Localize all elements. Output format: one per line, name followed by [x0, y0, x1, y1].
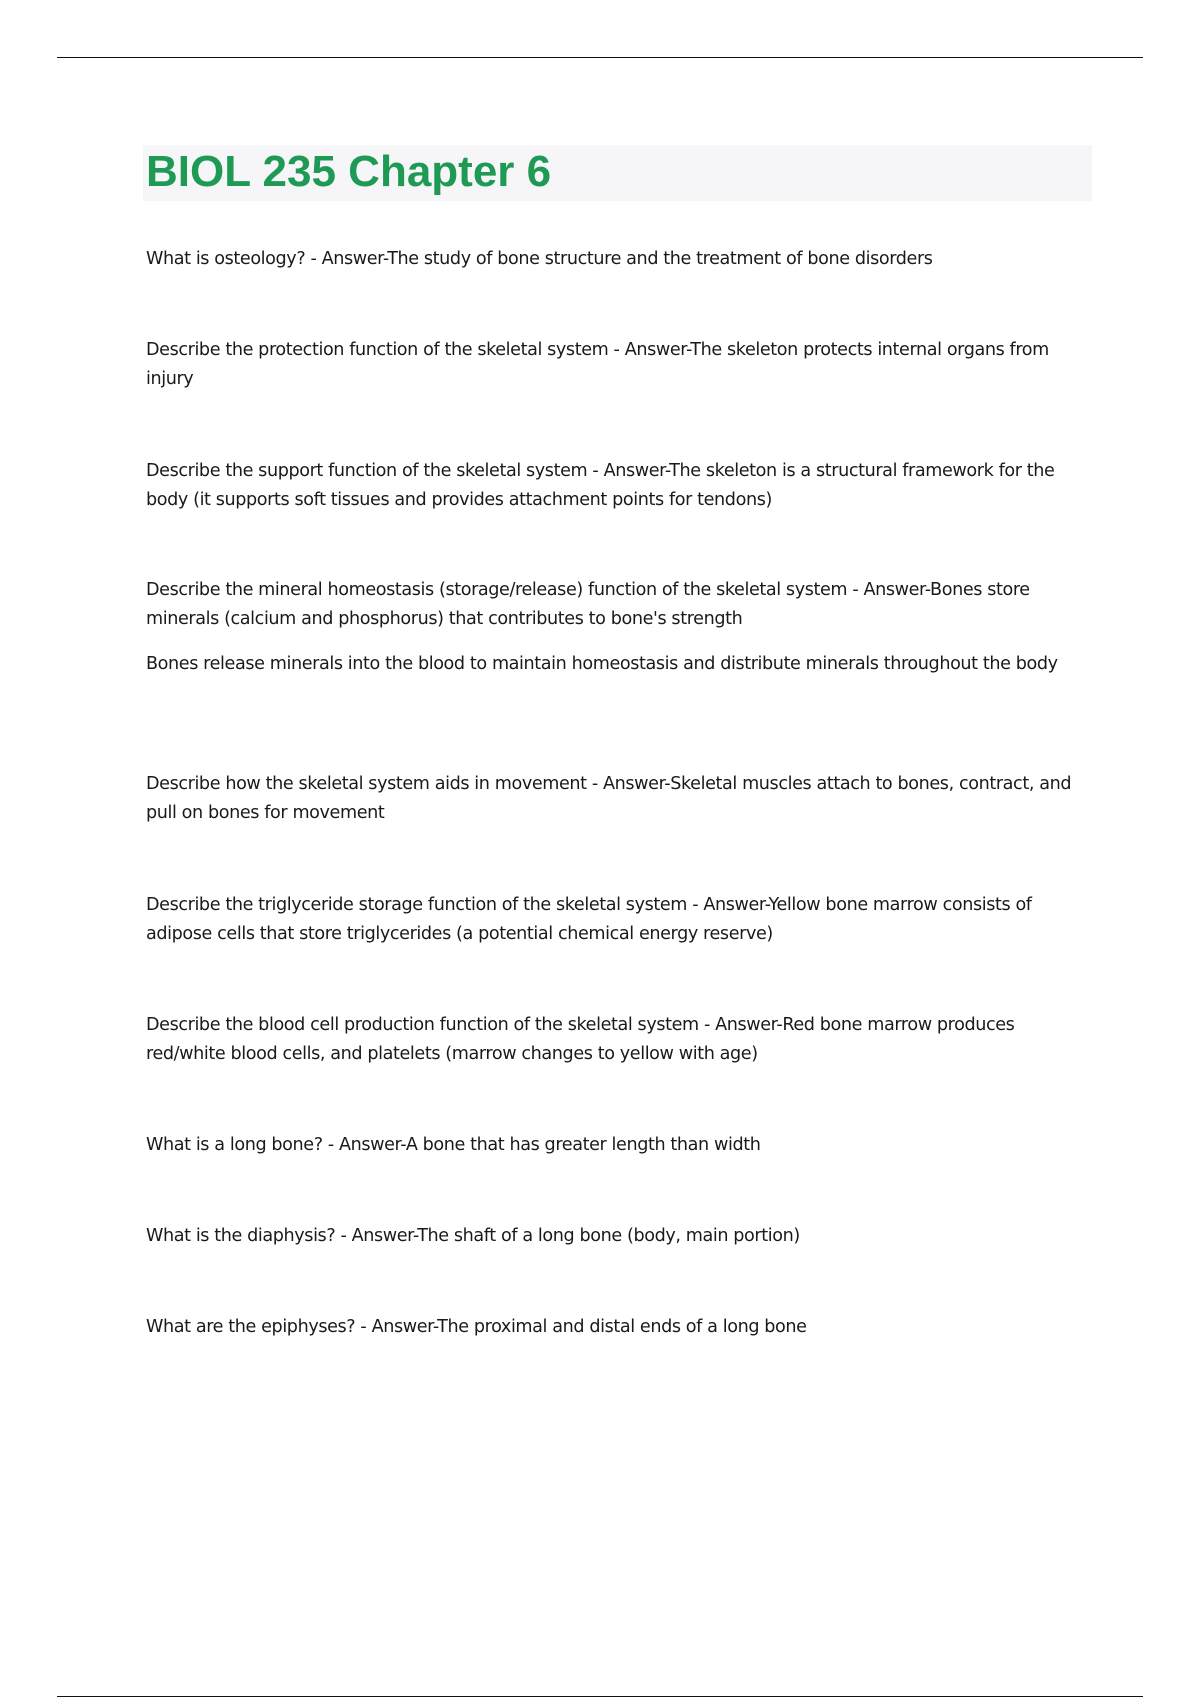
- qa-entry-blood-cell-production: Describe the blood cell production function of the skeletal system - Answer-Red bone marrow produces red/white blood cells, and platelets (marrow changes to yellow with age): [146, 1015, 1015, 1064]
- qa-entry-mineral-homeostasis: Describe the mineral homeostasis (storage/release) function of the skeletal system - Answer-Bones store minerals (calcium and phosphorus) that contributes to bone's strength: [146, 580, 1030, 629]
- qa-entry-long-bone: What is a long bone? - Answer-A bone that has greater length than width: [146, 1135, 761, 1155]
- qa-entry-triglyceride-storage: Describe the triglyceride storage function of the skeletal system - Answer-Yellow bone marrow consists of adipose cells that store triglycerides (a potential chemical energy reserve): [146, 895, 1032, 944]
- bottom-rule: [57, 1696, 1143, 1697]
- qa-entry-support: Describe the support function of the skeletal system - Answer-The skeleton is a structural framework for the body (it supports soft tissues and provides attachment points for tendons): [146, 461, 1055, 510]
- qa-entry-osteology: What is osteology? - Answer-The study of bone structure and the treatment of bone disorders: [146, 249, 933, 269]
- qa-entry-diaphysis: What is the diaphysis? - Answer-The shaft of a long bone (body, main portion): [146, 1226, 800, 1246]
- top-rule: [57, 57, 1143, 58]
- document-title: BIOL 235 Chapter 6: [146, 147, 552, 196]
- qa-entry-movement: Describe how the skeletal system aids in movement - Answer-Skeletal muscles attach to bones, contract, and pull on bones for movement: [146, 774, 1072, 823]
- qa-entry-protection: Describe the protection function of the skeletal system - Answer-The skeleton protects internal organs from injury: [146, 340, 1049, 389]
- qa-entry-mineral-release: Bones release minerals into the blood to maintain homeostasis and distribute minerals throughout the body: [146, 654, 1058, 674]
- qa-entry-epiphyses: What are the epiphyses? - Answer-The proximal and distal ends of a long bone: [146, 1317, 807, 1337]
